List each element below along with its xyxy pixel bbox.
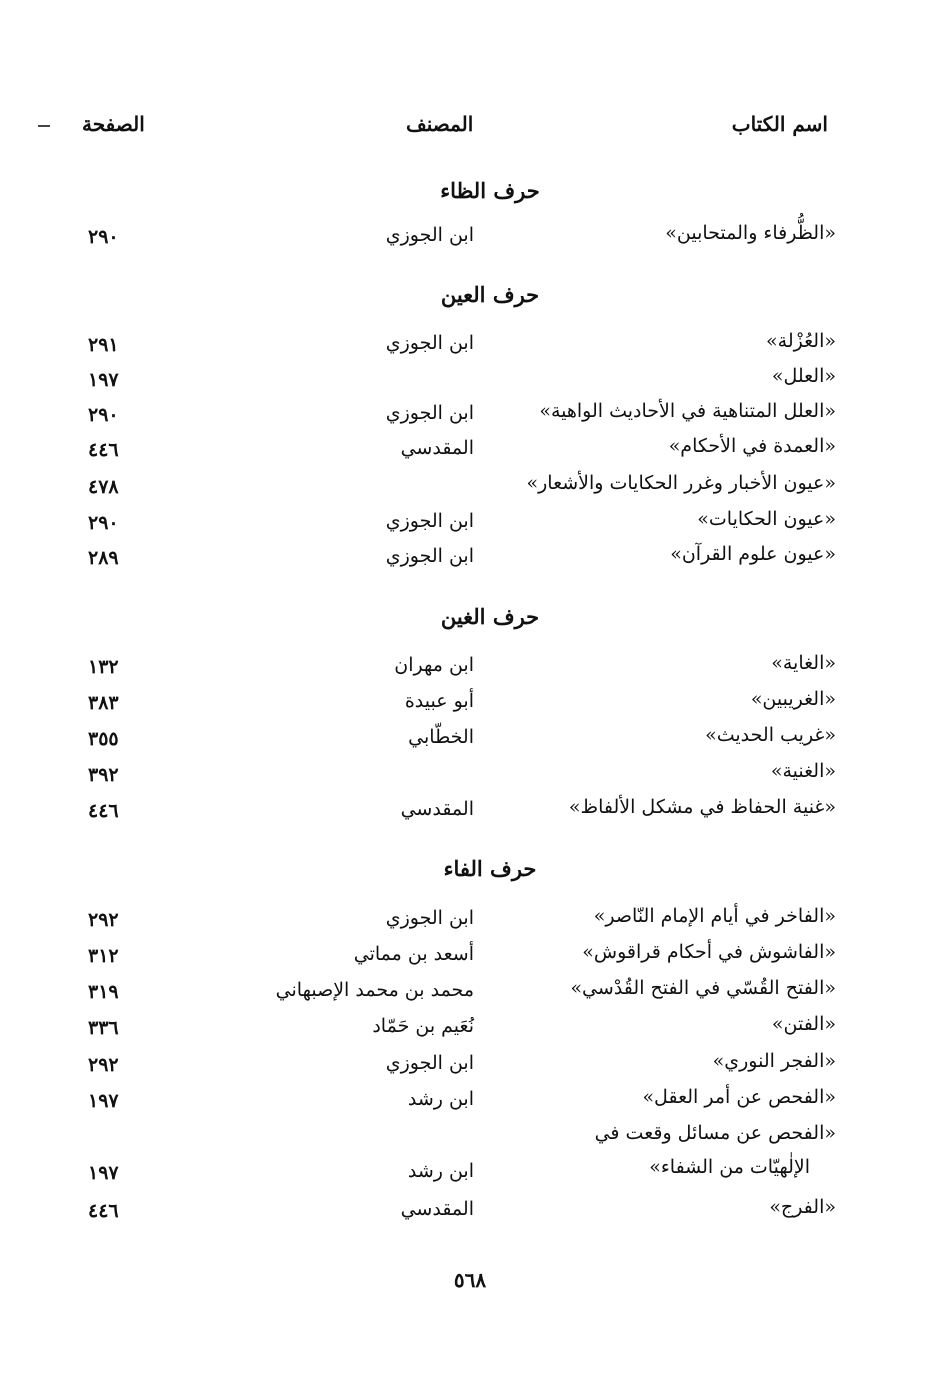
- book-author: ابن رشد: [407, 1088, 474, 1110]
- book-title: «العُزْلة»: [766, 330, 836, 352]
- book-title: «غريب الحديث»: [705, 724, 836, 746]
- book-author: المقدسي: [400, 1198, 474, 1220]
- book-title: «الفحص عن مسائل وقعت في: [594, 1122, 836, 1144]
- page-ref: ٢٩٠: [88, 512, 119, 534]
- book-title: «الفاخر في أيام الإمام النّاصر»: [593, 905, 836, 927]
- book-title: «الفاشوش في أحكام قراقوش»: [582, 941, 836, 963]
- index-row: [0, 796, 940, 828]
- index-row: [0, 508, 940, 540]
- index-row: [0, 472, 940, 504]
- index-row: [0, 1050, 940, 1082]
- index-row: [0, 1196, 940, 1228]
- section-heading-faa: حرف الفاء: [443, 856, 537, 881]
- book-title: «العلل المتناهية في الأحاديث الواهية»: [539, 400, 836, 422]
- book-author: المقدسي: [400, 437, 474, 459]
- book-title-continuation: الإلٰهيّات من الشفاء»: [649, 1156, 810, 1178]
- column-header-author: المصنف: [406, 112, 474, 136]
- book-title: «الغريبين»: [750, 688, 836, 710]
- index-row: [0, 652, 940, 684]
- section-heading-ain: حرف العين: [440, 282, 540, 307]
- page-ref: ٣٩٢: [88, 764, 119, 786]
- index-row: [0, 977, 940, 1009]
- page-ref: ٢٩٠: [88, 404, 119, 426]
- index-row: [0, 1013, 940, 1045]
- book-title: «عيون علوم القرآن»: [670, 543, 836, 565]
- section-heading-zaa: حرف الظاء: [440, 178, 540, 203]
- book-author: ابن الجوزي: [385, 907, 474, 929]
- book-author: محمد بن محمد الإصبهاني: [275, 979, 474, 1001]
- book-title: «الغاية»: [771, 652, 836, 674]
- book-title: «الظُّرفاء والمتحابين»: [665, 222, 836, 244]
- index-row: [0, 330, 940, 362]
- index-row: [0, 688, 940, 720]
- book-author: ابن الجوزي: [385, 545, 474, 567]
- index-row: [0, 543, 940, 575]
- book-author: ابن الجوزي: [385, 332, 474, 354]
- index-row: [0, 222, 940, 254]
- page-ref: ٢٩٠: [88, 226, 119, 248]
- index-row: [0, 1086, 940, 1118]
- book-title: «الفجر النوري»: [712, 1050, 836, 1072]
- book-title: «عيون الحكايات»: [697, 508, 836, 530]
- section-heading-ghain: حرف الغين: [440, 604, 540, 629]
- book-author: أسعد بن مماتي: [353, 943, 474, 965]
- book-author: المقدسي: [400, 798, 474, 820]
- book-title: «العلل»: [771, 365, 836, 387]
- page-ref: ١٣٢: [88, 656, 119, 678]
- page-ref: ٣٨٣: [88, 692, 119, 714]
- page-ref: ٤٤٦: [88, 800, 119, 822]
- page-ref: ٤٤٦: [88, 439, 119, 461]
- book-title: «الفتح القُسّي في الفتح القُدْسي»: [570, 977, 836, 999]
- page-ref: ٣٥٥: [88, 728, 119, 750]
- book-title: «العمدة في الأحكام»: [668, 435, 836, 457]
- page-ref: ١٩٧: [88, 1162, 119, 1184]
- book-author: ابن الجوزي: [385, 1052, 474, 1074]
- page-ref: ٣١٢: [88, 945, 119, 967]
- page-ref: ٢٩٢: [88, 1054, 119, 1076]
- page-ref: ١٩٧: [88, 369, 119, 391]
- column-header-page: الصفحة: [82, 112, 145, 136]
- page-ref: ٣٣٦: [88, 1017, 119, 1039]
- book-author: ابن رشد: [407, 1160, 474, 1182]
- page-ref: ٢٩٢: [88, 909, 119, 931]
- book-author: نُعَيم بن حَمّاد: [372, 1015, 474, 1037]
- index-row: [0, 1122, 940, 1192]
- book-title: «الغنية»: [770, 760, 836, 782]
- column-header-book-title: اسم الكتاب: [731, 112, 828, 136]
- index-row: [0, 724, 940, 756]
- index-row: [0, 760, 940, 792]
- book-title: «الفتن»: [771, 1013, 836, 1035]
- book-author: أبو عبيدة: [404, 690, 474, 712]
- page-number: ٥٦٨: [453, 1268, 487, 1292]
- index-row: [0, 365, 940, 397]
- book-author: الخطّابي: [408, 726, 474, 748]
- book-title: «الفحص عن أمر العقل»: [642, 1086, 836, 1108]
- book-author: ابن الجوزي: [385, 402, 474, 424]
- index-row: [0, 905, 940, 937]
- page-ref: ٤٤٦: [88, 1200, 119, 1222]
- book-author: ابن مهران: [394, 654, 474, 676]
- page-ref: ١٩٧: [88, 1090, 119, 1112]
- book-author: ابن الجوزي: [385, 224, 474, 246]
- page-ref: ٣١٩: [88, 981, 119, 1003]
- index-row: [0, 941, 940, 973]
- page-ref: ٤٧٨: [88, 476, 119, 498]
- header-dash: [38, 125, 50, 127]
- index-row: [0, 400, 940, 432]
- index-row: [0, 435, 940, 467]
- book-title: «غنية الحفاظ في مشكل الألفاظ»: [568, 796, 836, 818]
- book-author: ابن الجوزي: [385, 510, 474, 532]
- page-ref: ٢٨٩: [88, 547, 119, 569]
- book-title: «الفرج»: [769, 1196, 836, 1218]
- page-ref: ٢٩١: [88, 334, 119, 356]
- book-title: «عيون الأخبار وغرر الحكايات والأشعار»: [526, 472, 836, 494]
